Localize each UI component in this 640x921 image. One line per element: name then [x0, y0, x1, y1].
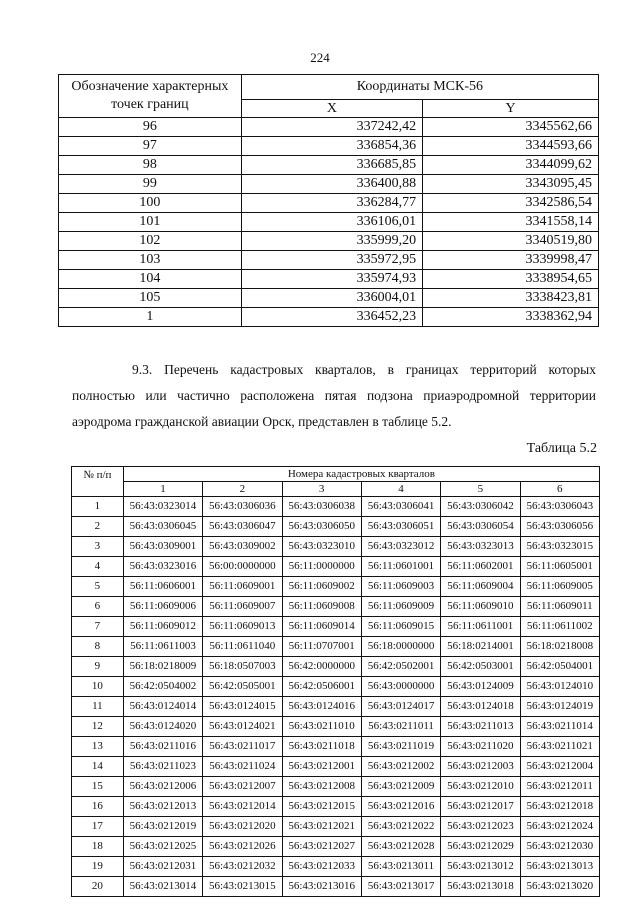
- table-row: [59, 118, 599, 137]
- table-row: [59, 194, 599, 213]
- cadastral-table-header: [72, 467, 600, 497]
- cadastral-number-cell: 56:11:0601001: [361, 557, 440, 577]
- cadastral-number-cell: 56:43:0124018: [441, 697, 520, 717]
- y-cell: 3340519,80: [423, 232, 599, 251]
- point-cell: 105: [59, 289, 242, 308]
- x-cell: 336284,77: [241, 194, 422, 213]
- y-cell: 3338954,65: [423, 270, 599, 289]
- header-row-number: № п/п: [72, 467, 124, 497]
- cadastral-number-cell: 56:43:0323015: [520, 537, 599, 557]
- cadastral-number-cell: 56:43:0212018: [520, 797, 599, 817]
- cadastral-number-cell: 56:43:0211019: [361, 737, 440, 757]
- table-row: [72, 877, 600, 897]
- point-cell: 103: [59, 251, 242, 270]
- point-cell: 104: [59, 270, 242, 289]
- cadastral-number-cell: 56:42:0502001: [361, 657, 440, 677]
- coordinates-table-body: [59, 118, 599, 327]
- cadastral-number-cell: 56:42:0503001: [441, 657, 520, 677]
- table-row: [72, 737, 600, 757]
- row-number-cell: 20: [72, 877, 124, 897]
- cadastral-number-cell: 56:43:0213017: [361, 877, 440, 897]
- x-cell: 335974,93: [241, 270, 422, 289]
- cadastral-number-cell: 56:43:0212004: [520, 757, 599, 777]
- x-cell: 336685,85: [241, 156, 422, 175]
- table-row: [59, 175, 599, 194]
- header-x: X: [241, 100, 422, 118]
- y-cell: 3338362,94: [423, 308, 599, 327]
- cadastral-number-cell: 56:11:0609008: [282, 597, 361, 617]
- cadastral-number-cell: 56:43:0212025: [123, 837, 202, 857]
- table-caption: Таблица 5.2: [526, 441, 597, 456]
- y-cell: 3345562,66: [423, 118, 599, 137]
- x-cell: 335999,20: [241, 232, 422, 251]
- cadastral-number-cell: 56:43:0212033: [282, 857, 361, 877]
- cadastral-number-cell: 56:43:0124009: [441, 677, 520, 697]
- cadastral-number-cell: 56:18:0214001: [441, 637, 520, 657]
- cadastral-number-cell: 56:43:0306045: [123, 517, 202, 537]
- row-number-cell: 7: [72, 617, 124, 637]
- table-row: [72, 517, 600, 537]
- cadastral-number-cell: 56:43:0212029: [441, 837, 520, 857]
- cadastral-number-cell: 56:43:0211013: [441, 717, 520, 737]
- cadastral-number-cell: 56:43:0124014: [123, 697, 202, 717]
- cadastral-number-cell: 56:11:0602001: [441, 557, 520, 577]
- cadastral-number-cell: 56:11:0609005: [520, 577, 599, 597]
- row-number-cell: 11: [72, 697, 124, 717]
- cadastral-number-cell: 56:43:0212027: [282, 837, 361, 857]
- cadastral-number-cell: 56:43:0323012: [361, 537, 440, 557]
- cadastral-number-cell: 56:43:0211010: [282, 717, 361, 737]
- cadastral-number-cell: 56:43:0212003: [441, 757, 520, 777]
- y-cell: 3338423,81: [423, 289, 599, 308]
- row-number-cell: 19: [72, 857, 124, 877]
- table-row: [72, 857, 600, 877]
- x-cell: 335972,95: [241, 251, 422, 270]
- table-row: [59, 251, 599, 270]
- cadastral-number-cell: 56:43:0306042: [441, 497, 520, 517]
- y-cell: 3342586,54: [423, 194, 599, 213]
- cadastral-number-cell: 56:11:0611002: [520, 617, 599, 637]
- row-number-cell: 2: [72, 517, 124, 537]
- cadastral-number-cell: 56:18:0000000: [361, 637, 440, 657]
- cadastral-number-cell: 56:11:0611040: [203, 637, 282, 657]
- column-number: 4: [361, 482, 440, 497]
- cadastral-number-cell: 56:43:0212030: [520, 837, 599, 857]
- cadastral-number-cell: 56:43:0213020: [520, 877, 599, 897]
- cadastral-number-cell: 56:11:0609009: [361, 597, 440, 617]
- row-number-cell: 8: [72, 637, 124, 657]
- cadastral-number-cell: 56:11:0707001: [282, 637, 361, 657]
- point-cell: 99: [59, 175, 242, 194]
- cadastral-number-cell: 56:11:0609011: [520, 597, 599, 617]
- cadastral-number-cell: 56:43:0306050: [282, 517, 361, 537]
- row-number-cell: 18: [72, 837, 124, 857]
- row-number-cell: 12: [72, 717, 124, 737]
- cadastral-column-numbers: [72, 482, 600, 497]
- table-row: [72, 557, 600, 577]
- cadastral-number-cell: 56:43:0212022: [361, 817, 440, 837]
- cadastral-number-cell: 56:43:0212023: [441, 817, 520, 837]
- column-number: 6: [520, 482, 599, 497]
- cadastral-number-cell: 56:43:0213013: [520, 857, 599, 877]
- point-cell: 96: [59, 118, 242, 137]
- x-cell: 336106,01: [241, 213, 422, 232]
- y-cell: 3344593,66: [423, 137, 599, 156]
- cadastral-number-cell: 56:43:0211017: [203, 737, 282, 757]
- cadastral-number-cell: 56:43:0124017: [361, 697, 440, 717]
- coordinates-table-header: [59, 75, 599, 118]
- point-cell: 1: [59, 308, 242, 327]
- cadastral-number-cell: 56:43:0213014: [123, 877, 202, 897]
- cadastral-number-cell: 56:43:0306047: [203, 517, 282, 537]
- cadastral-number-cell: 56:11:0605001: [520, 557, 599, 577]
- cadastral-number-cell: 56:11:0609001: [203, 577, 282, 597]
- row-number-cell: 14: [72, 757, 124, 777]
- column-number: 2: [203, 482, 282, 497]
- cadastral-number-cell: 56:43:0213011: [361, 857, 440, 877]
- cadastral-number-cell: 56:43:0212020: [203, 817, 282, 837]
- cadastral-number-cell: 56:42:0000000: [282, 657, 361, 677]
- point-cell: 98: [59, 156, 242, 175]
- table-row: [72, 697, 600, 717]
- cadastral-number-cell: 56:11:0611001: [441, 617, 520, 637]
- cadastral-number-cell: 56:43:0124015: [203, 697, 282, 717]
- table-row: [59, 308, 599, 327]
- table-row: [59, 213, 599, 232]
- cadastral-number-cell: 56:43:0211011: [361, 717, 440, 737]
- y-cell: 3344099,62: [423, 156, 599, 175]
- header-cadastral-quarters: Номера кадастровых кварталов: [123, 467, 599, 482]
- cadastral-number-cell: 56:43:0212006: [123, 777, 202, 797]
- x-cell: 336400,88: [241, 175, 422, 194]
- cadastral-number-cell: 56:43:0212013: [123, 797, 202, 817]
- y-cell: 3343095,45: [423, 175, 599, 194]
- cadastral-number-cell: 56:43:0212015: [282, 797, 361, 817]
- cadastral-number-cell: 56:43:0000000: [361, 677, 440, 697]
- cadastral-table-body: [72, 497, 600, 897]
- header-y: Y: [423, 100, 599, 118]
- cadastral-number-cell: 56:11:0609003: [361, 577, 440, 597]
- point-cell: 102: [59, 232, 242, 251]
- table-row: [72, 637, 600, 657]
- cadastral-number-cell: 56:43:0124019: [520, 697, 599, 717]
- point-cell: 101: [59, 213, 242, 232]
- cadastral-number-cell: 56:18:0507003: [203, 657, 282, 677]
- cadastral-number-cell: 56:43:0309002: [203, 537, 282, 557]
- table-row: [72, 777, 600, 797]
- table-row: [59, 156, 599, 175]
- table-row: [72, 597, 600, 617]
- x-cell: 337242,42: [241, 118, 422, 137]
- column-number: 1: [123, 482, 202, 497]
- cadastral-number-cell: 56:43:0212002: [361, 757, 440, 777]
- cadastral-number-cell: 56:43:0124021: [203, 717, 282, 737]
- cadastral-number-cell: 56:43:0306043: [520, 497, 599, 517]
- cadastral-number-cell: 56:11:0000000: [282, 557, 361, 577]
- cadastral-number-cell: 56:43:0212026: [203, 837, 282, 857]
- table-row: [72, 797, 600, 817]
- cadastral-number-cell: 56:43:0323016: [123, 557, 202, 577]
- cadastral-number-cell: 56:43:0306054: [441, 517, 520, 537]
- cadastral-number-cell: 56:43:0212017: [441, 797, 520, 817]
- row-number-cell: 16: [72, 797, 124, 817]
- table-row: [72, 677, 600, 697]
- row-number-cell: 13: [72, 737, 124, 757]
- cadastral-number-cell: 56:43:0323010: [282, 537, 361, 557]
- cadastral-number-cell: 56:43:0212009: [361, 777, 440, 797]
- cadastral-number-cell: 56:43:0213015: [203, 877, 282, 897]
- cadastral-number-cell: 56:11:0609004: [441, 577, 520, 597]
- cadastral-number-cell: 56:18:0218008: [520, 637, 599, 657]
- cadastral-number-cell: 56:43:0309001: [123, 537, 202, 557]
- cadastral-number-cell: 56:43:0212021: [282, 817, 361, 837]
- cadastral-number-cell: 56:42:0505001: [203, 677, 282, 697]
- cadastral-number-cell: 56:43:0211018: [282, 737, 361, 757]
- cadastral-number-cell: 56:43:0124016: [282, 697, 361, 717]
- x-cell: 336004,01: [241, 289, 422, 308]
- cadastral-number-cell: 56:43:0211021: [520, 737, 599, 757]
- cadastral-number-cell: 56:43:0212011: [520, 777, 599, 797]
- cadastral-number-cell: 56:43:0212024: [520, 817, 599, 837]
- header-point-designation: Обозначение характерных точек границ: [59, 75, 242, 118]
- cadastral-number-cell: 56:11:0611003: [123, 637, 202, 657]
- cadastral-number-cell: 56:43:0212028: [361, 837, 440, 857]
- table-row: [72, 497, 600, 517]
- cadastral-number-cell: 56:43:0306056: [520, 517, 599, 537]
- cadastral-number-cell: 56:43:0212008: [282, 777, 361, 797]
- point-cell: 100: [59, 194, 242, 213]
- cadastral-number-cell: 56:11:0606001: [123, 577, 202, 597]
- coordinates-table: [58, 74, 599, 327]
- cadastral-number-cell: 56:43:0212001: [282, 757, 361, 777]
- table-row: [72, 817, 600, 837]
- cadastral-number-cell: 56:43:0124020: [123, 717, 202, 737]
- column-number: 3: [282, 482, 361, 497]
- cadastral-number-cell: 56:43:0212032: [203, 857, 282, 877]
- cadastral-number-cell: 56:43:0211023: [123, 757, 202, 777]
- table-row: [59, 289, 599, 308]
- cadastral-number-cell: 56:43:0213016: [282, 877, 361, 897]
- cadastral-number-cell: 56:43:0213018: [441, 877, 520, 897]
- cadastral-number-cell: 56:18:0218009: [123, 657, 202, 677]
- cadastral-number-cell: 56:00:0000000: [203, 557, 282, 577]
- row-number-cell: 1: [72, 497, 124, 517]
- cadastral-number-cell: 56:43:0124010: [520, 677, 599, 697]
- cadastral-number-cell: 56:43:0212014: [203, 797, 282, 817]
- cadastral-number-cell: 56:11:0609007: [203, 597, 282, 617]
- cadastral-number-cell: 56:43:0306038: [282, 497, 361, 517]
- cadastral-number-cell: 56:11:0609014: [282, 617, 361, 637]
- cadastral-number-cell: 56:43:0212019: [123, 817, 202, 837]
- table-row: [59, 232, 599, 251]
- table-row: [72, 617, 600, 637]
- table-row: [72, 577, 600, 597]
- y-cell: 3341558,14: [423, 213, 599, 232]
- column-number: 5: [441, 482, 520, 497]
- row-number-cell: 6: [72, 597, 124, 617]
- cadastral-number-cell: 56:11:0609015: [361, 617, 440, 637]
- cadastral-number-cell: 56:11:0609010: [441, 597, 520, 617]
- row-number-cell: 5: [72, 577, 124, 597]
- cadastral-number-cell: 56:43:0211016: [123, 737, 202, 757]
- cadastral-number-cell: 56:43:0213012: [441, 857, 520, 877]
- cadastral-number-cell: 56:43:0323014: [123, 497, 202, 517]
- table-row: [59, 270, 599, 289]
- x-cell: 336452,23: [241, 308, 422, 327]
- x-cell: 336854,36: [241, 137, 422, 156]
- table-row: [72, 837, 600, 857]
- cadastral-number-cell: 56:42:0504002: [123, 677, 202, 697]
- header-msk-coordinates: Координаты МСК-56: [241, 75, 598, 100]
- row-number-cell: 17: [72, 817, 124, 837]
- cadastral-number-cell: 56:43:0212016: [361, 797, 440, 817]
- row-number-cell: 4: [72, 557, 124, 577]
- table-row: [72, 717, 600, 737]
- cadastral-number-cell: 56:11:0609013: [203, 617, 282, 637]
- cadastral-number-cell: 56:43:0323013: [441, 537, 520, 557]
- cadastral-quarters-table: [71, 466, 600, 897]
- table-row: [72, 757, 600, 777]
- cadastral-number-cell: 56:43:0306051: [361, 517, 440, 537]
- cadastral-number-cell: 56:11:0609012: [123, 617, 202, 637]
- cadastral-number-cell: 56:11:0609002: [282, 577, 361, 597]
- table-row: [72, 657, 600, 677]
- row-number-cell: 15: [72, 777, 124, 797]
- cadastral-number-cell: 56:43:0211020: [441, 737, 520, 757]
- cadastral-number-cell: 56:43:0212031: [123, 857, 202, 877]
- paragraph-9-3: 9.3. Перечень кадастровых кварталов, в границах территорий которых полностью или частично расположена пятая подзона приаэродромной территории аэродрома гражданской авиации Орск, представлен в таблице 5.2.: [72, 362, 596, 429]
- row-number-cell: 9: [72, 657, 124, 677]
- row-number-cell: 10: [72, 677, 124, 697]
- cadastral-number-cell: 56:43:0212010: [441, 777, 520, 797]
- cadastral-number-cell: 56:42:0504001: [520, 657, 599, 677]
- cadastral-number-cell: 56:43:0306041: [361, 497, 440, 517]
- cadastral-number-cell: 56:43:0306036: [203, 497, 282, 517]
- cadastral-number-cell: 56:42:0506001: [282, 677, 361, 697]
- y-cell: 3339998,47: [423, 251, 599, 270]
- table-row: [59, 137, 599, 156]
- page-number: 224: [310, 50, 330, 65]
- cadastral-number-cell: 56:43:0211024: [203, 757, 282, 777]
- point-cell: 97: [59, 137, 242, 156]
- table-row: [72, 537, 600, 557]
- cadastral-number-cell: 56:43:0211014: [520, 717, 599, 737]
- row-number-cell: 3: [72, 537, 124, 557]
- cadastral-number-cell: 56:11:0609006: [123, 597, 202, 617]
- cadastral-number-cell: 56:43:0212007: [203, 777, 282, 797]
